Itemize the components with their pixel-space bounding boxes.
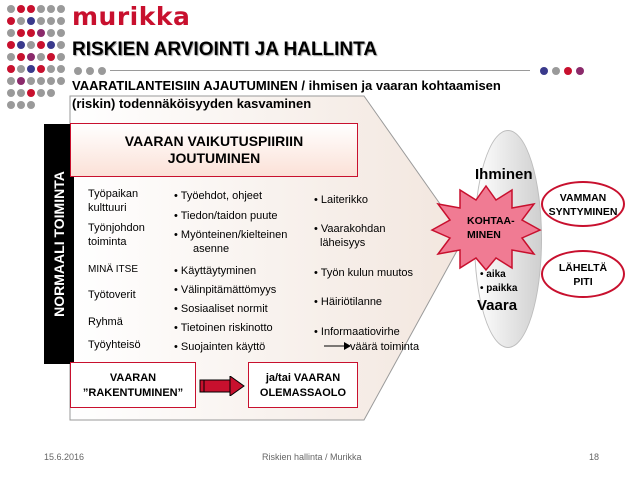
hazard-zone-header-line-2: JOUTUMINEN bbox=[167, 150, 261, 166]
hazard-formation-line: VAARAN bbox=[109, 372, 157, 384]
right-item-text: • Vaarakohdan bbox=[314, 223, 386, 235]
mid-item: • Tietoinen riskinotto bbox=[174, 322, 273, 334]
hazard-formation-line: ”RAKENTUMINEN” bbox=[82, 387, 184, 399]
injury-outcome-line: VAMMAN bbox=[559, 192, 607, 204]
time-bullet: • aika bbox=[480, 269, 506, 280]
hazard-formation-box bbox=[70, 362, 196, 408]
left-item-text: toiminta bbox=[88, 236, 127, 248]
right-item: • Häiriötilanne bbox=[314, 296, 383, 308]
human-label: Ihminen bbox=[475, 166, 533, 183]
subtitle-line-2: (riskin) todennäköisyyden kasvaminen bbox=[72, 96, 312, 111]
hazard-label: Vaara bbox=[477, 297, 518, 314]
left-item-myself: MINÄ ITSE bbox=[88, 264, 139, 275]
right-item-text: läheisyys bbox=[320, 237, 366, 249]
normal-operation-label: NORMAALI TOIMINTA bbox=[51, 171, 67, 317]
encounter-line: KOHTAA- bbox=[467, 215, 515, 227]
hazard-existence-line: OLEMASSAOLO bbox=[259, 387, 347, 399]
left-item-supervision bbox=[88, 221, 145, 249]
mid-item-text: • Myönteinen/kielteinen bbox=[174, 229, 288, 241]
footer-center: Riskien hallinta / Murikka bbox=[262, 452, 362, 462]
encounter-line: MINEN bbox=[467, 229, 501, 241]
left-item-text: Työpaikan bbox=[88, 188, 139, 200]
near-miss-line: PITI bbox=[573, 276, 593, 288]
mid-item: • Työehdot, ohjeet bbox=[174, 190, 263, 202]
hazard-existence-line: ja/tai VAARAN bbox=[265, 372, 341, 384]
mid-item: • Välinpitämättömyys bbox=[174, 284, 277, 296]
brand-logo: murikka bbox=[72, 2, 191, 31]
left-item-workplace-culture bbox=[88, 187, 138, 215]
right-item bbox=[314, 222, 386, 250]
hazard-zone-header-line-1: VAARAN VAIKUTUSPIIRIIN bbox=[124, 133, 304, 149]
injury-outcome-line: SYNTYMINEN bbox=[548, 206, 618, 218]
mid-item-text: asenne bbox=[193, 243, 230, 255]
right-item: • Työn kulun muutos bbox=[314, 267, 414, 279]
hazard-existence-box bbox=[248, 362, 358, 408]
mid-item: • Suojainten käyttö bbox=[174, 341, 266, 353]
mid-item: • Käyttäytyminen bbox=[174, 265, 257, 277]
subtitle-line-1: VAARATILANTEISIIN AJAUTUMINEN / ihmisen ja vaaran kohtaamisen bbox=[72, 78, 501, 93]
wrong-action-label: väärä toiminta bbox=[350, 341, 420, 353]
near-miss-bubble bbox=[541, 250, 625, 298]
subtitle bbox=[72, 77, 572, 113]
arrow-right-icon bbox=[322, 339, 352, 353]
left-item-group: Ryhmä bbox=[88, 316, 123, 328]
mid-item: • Tiedon/taidon puute bbox=[174, 210, 278, 222]
page-title: RISKIEN ARVIOINTI JA HALLINTA bbox=[72, 39, 378, 60]
double-arrow-right-icon bbox=[198, 376, 248, 396]
mid-item: • Sosiaaliset normit bbox=[174, 303, 268, 315]
left-item-coworkers: Työtoverit bbox=[88, 289, 136, 301]
encounter-label bbox=[467, 214, 515, 242]
footer-date: 15.6.2016 bbox=[44, 452, 85, 462]
injury-outcome-bubble bbox=[541, 181, 625, 227]
left-item-text: kulttuuri bbox=[88, 202, 127, 214]
right-item: • Laiterikko bbox=[314, 194, 368, 206]
right-item: • Informaatiovirhe bbox=[314, 326, 400, 338]
left-item-text: Työnjohdon bbox=[88, 222, 145, 234]
time-place-list bbox=[480, 268, 517, 296]
mid-item bbox=[174, 228, 287, 256]
place-bullet: • paikka bbox=[480, 283, 518, 294]
near-miss-line: LÄHELTÄ bbox=[558, 262, 608, 274]
footer-page-number: 18 bbox=[589, 452, 600, 462]
hazard-zone-header-box bbox=[70, 123, 358, 177]
left-item-work-community: Työyhteisö bbox=[88, 339, 141, 351]
